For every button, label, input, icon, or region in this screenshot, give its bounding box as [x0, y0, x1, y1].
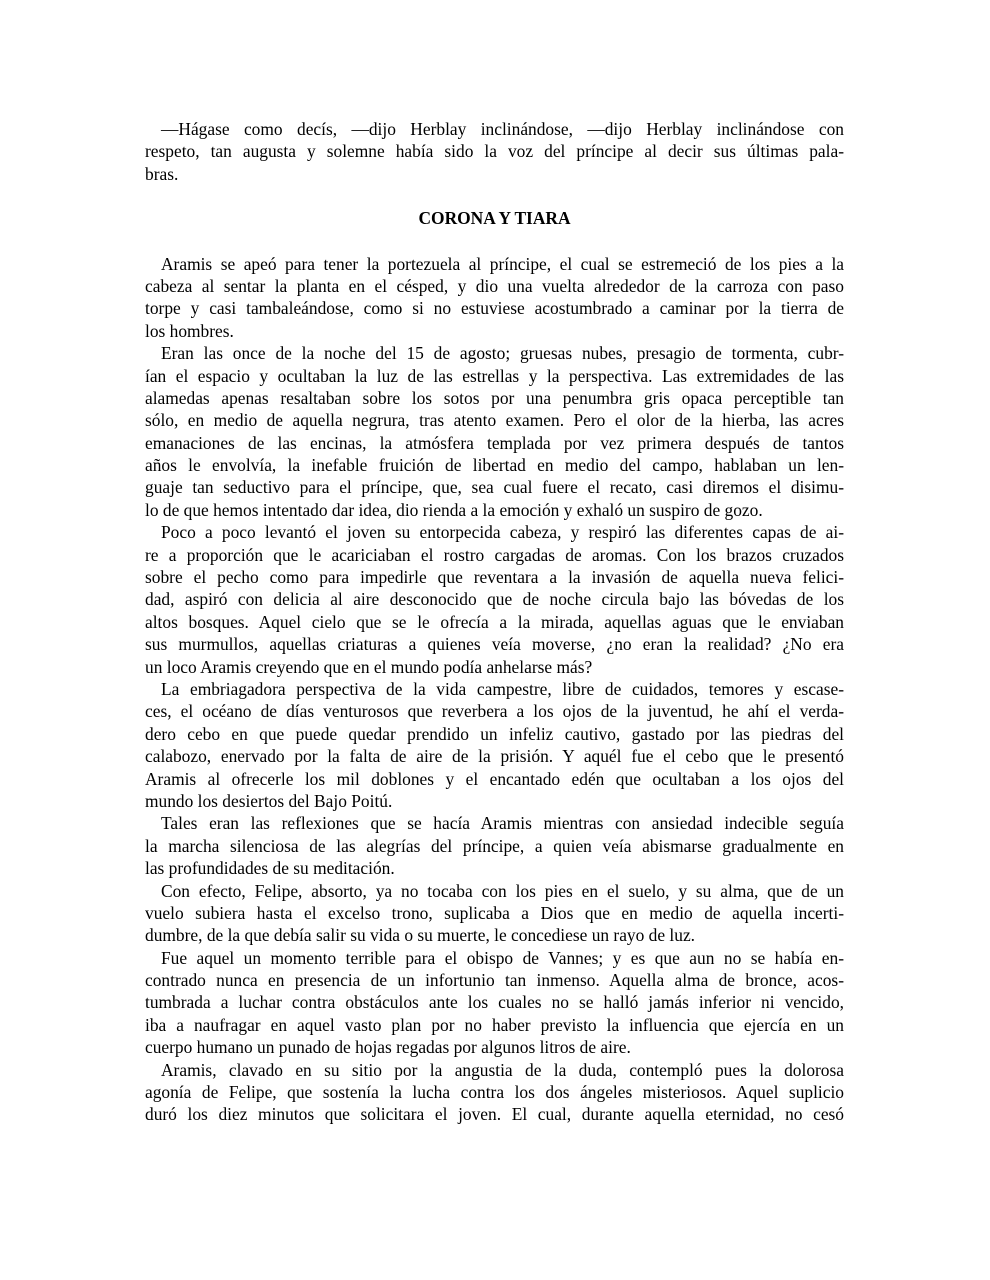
text-line: alamedas apenas resaltaban sobre los sotos por una penumbra gris opaca perceptible tan — [145, 387, 844, 408]
text-line: torpe y casi tambaleándose, como si no estuviese acostumbrado a caminar por la tierra de — [145, 298, 844, 319]
text-line: bras. — [145, 163, 179, 184]
text-line: dumbre, de la que debía salir su vida o su muerte, le concediese un rayo de luz. — [145, 925, 696, 946]
text-line: La embriagadora perspectiva de la vida campestre, libre de cuidados, temores y escase- — [161, 678, 844, 699]
text-line: la marcha silenciosa de las alegrías del príncipe, a quien veía abismarse gradualmente en — [145, 835, 844, 856]
text-line: Poco a poco levantó el joven su entorpecida cabeza, y respiró las diferentes capas de ai- — [161, 522, 844, 543]
text-line: lo de que hemos intentado dar idea, dio rienda a la emoción y exhaló un suspiro de gozo. — [145, 499, 763, 520]
text-line: mundo los desiertos del Bajo Poitú. — [145, 790, 393, 811]
paragraph — [145, 342, 844, 521]
text-line: vuelo subiera hasta el excelso trono, suplicaba a Dios que en medio de aquella incerti- — [145, 902, 844, 923]
chapter-title: CORONA Y TIARA — [418, 208, 571, 229]
text-line: ces, el océano de días venturosos que reverbera a los ojos de la juventud, he ahí el verda- — [145, 701, 844, 722]
text-line: Tales eran las reflexiones que se hacía Aramis mientras con ansiedad indecible seguía — [161, 813, 844, 834]
text-line: sus murmullos, aquellas criaturas a quienes veía moverse, ¿no eran la realidad? ¿No era — [145, 634, 844, 655]
text-line: sólo, en medio de aquella negrura, tras atento examen. Pero el olor de la hierba, las acres — [145, 410, 844, 431]
text-line: ían el espacio y ocultaban la luz de las estrellas y la perspectiva. Las extremidades de las — [145, 365, 844, 386]
paragraph — [145, 947, 844, 1059]
text-line: un loco Aramis creyendo que en el mundo podía anhelarse más? — [145, 656, 593, 677]
text-line: Aramis se apeó para tener la portezuela al príncipe, el cual se estremeció de los pies a la — [161, 253, 844, 274]
chapter-body — [145, 253, 844, 1126]
text-line: tumbrada a luchar contra obstáculos ante los cuales no se halló jamás inferior ni vencido, — [145, 992, 844, 1013]
text-line: altos bosques. Aquel cielo que se le ofrecía a la mirada, aquellas aguas que le enviaban — [145, 611, 844, 632]
paragraph — [145, 880, 844, 947]
text-line: sobre el pecho como para impedirle que reventara a la invasión de aquella nueva felici- — [145, 567, 844, 588]
text-line: Eran las once de la noche del 15 de agosto; gruesas nubes, presagio de tormenta, cubr- — [161, 343, 844, 364]
text-line: cuerpo humano un punado de hojas regadas por algunos litros de aire. — [145, 1037, 631, 1058]
paragraph — [145, 253, 844, 343]
text-line: agonía de Felipe, que sostenía la lucha contra los dos ángeles misteriosos. Aquel suplicio — [145, 1082, 844, 1103]
text-line: dad, aspiró con delicia al aire desconocido que de noche circula bajo las bóvedas de los — [145, 589, 844, 610]
text-line: Aramis, clavado en su sitio por la angustia de la duda, contempló pues la dolorosa — [161, 1059, 844, 1080]
text-line: Fue aquel un momento terrible para el obispo de Vannes; y es que aun no se había en- — [161, 947, 844, 968]
text-line: emanaciones de las encinas, la atmósfera templada por vez primera después de tantos — [145, 432, 844, 453]
text-line: duró los diez minutos que solicitara el joven. El cual, durante aquella eternidad, no cesó — [145, 1104, 844, 1125]
paragraph — [145, 521, 844, 678]
paragraph — [145, 1059, 844, 1126]
text-line: re a proporción que le acariciaban el rostro cargadas de aromas. Con los brazos cruzados — [145, 544, 844, 565]
text-line: Con efecto, Felipe, absorto, ya no tocaba con los pies en el suelo, y su alma, que de un — [161, 880, 844, 901]
text-line: cabeza al sentar la planta en el césped, y dio una vuelta alrededor de la carroza con paso — [145, 275, 844, 296]
text-line: las profundidades de su meditación. — [145, 858, 395, 879]
book-page — [145, 118, 844, 1126]
paragraph — [145, 678, 844, 812]
text-line: respeto, tan augusta y solemne había sido la voz del príncipe al decir sus últimas pala- — [145, 141, 844, 162]
paragraph — [145, 812, 844, 879]
text-line: dero cebo en que puede quedar prendido un infeliz cautivo, gastado por las piedras del — [145, 723, 844, 744]
text-line: calabozo, enervado por la falta de aire de la prisión. Y aquél fue el cebo que le presentó — [145, 746, 844, 767]
text-line: —Hágase como decís, —dijo Herblay inclinándose, —dijo Herblay inclinándose con — [161, 119, 844, 139]
text-line: Aramis al ofrecerle los mil doblones y el encantado edén que ocultaban a los ojos del — [145, 768, 844, 789]
text-line: años le envolvía, la inefable fruición de libertad en medio del campo, hablaban un len- — [145, 455, 844, 476]
text-line: los hombres. — [145, 320, 234, 341]
opening-paragraph — [145, 118, 844, 185]
text-line: iba a naufragar en aquel vasto plan por no haber previsto la influencia que ejercía en un — [145, 1014, 844, 1035]
text-line: contrado nunca en presencia de un infortunio tan inmenso. Aquella alma de bronce, acos- — [145, 970, 844, 991]
text-line: guaje tan seductivo para el príncipe, que, sea cual fuere el recato, casi diremos el disimu- — [145, 477, 844, 498]
